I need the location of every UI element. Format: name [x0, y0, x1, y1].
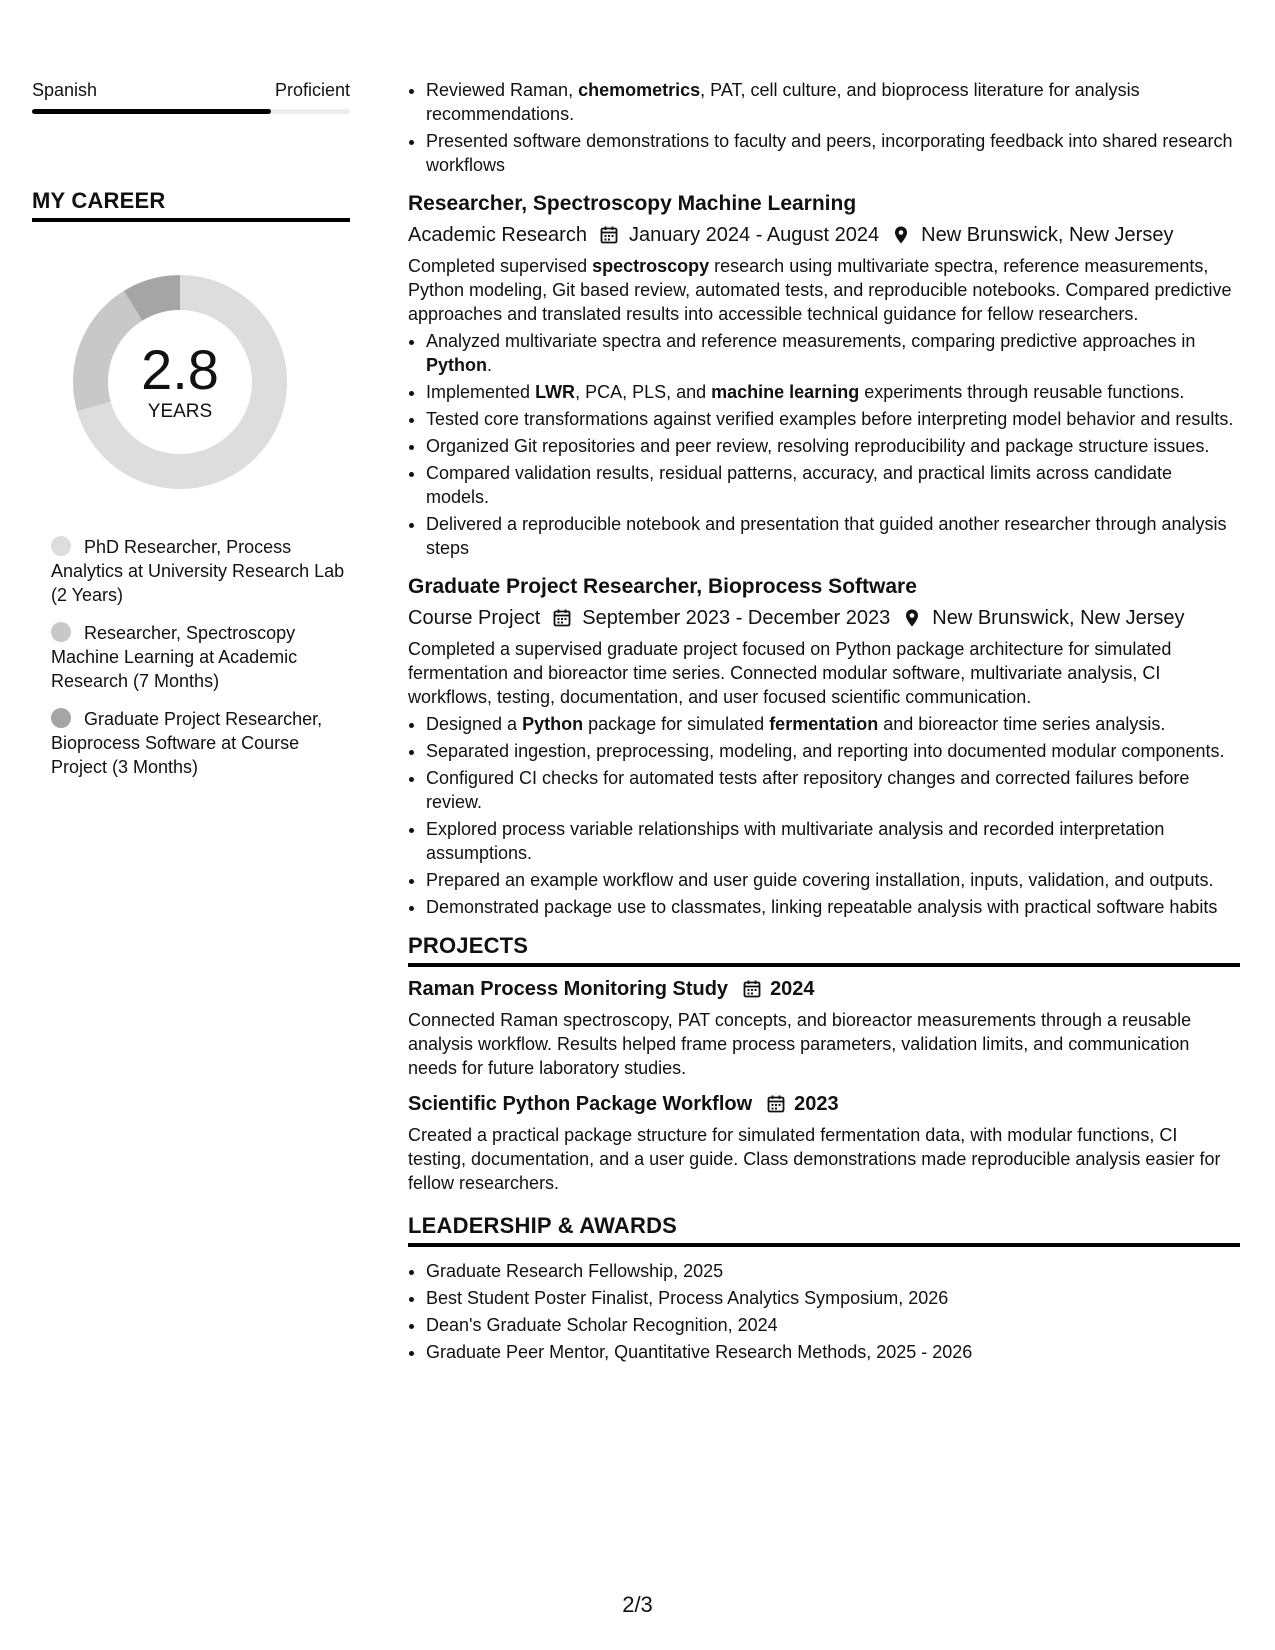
- language-level-fill: [32, 109, 271, 114]
- language-level: Proficient: [274, 80, 350, 100]
- project-title-row: [408, 975, 1240, 1003]
- bullet-text: Organized Git repositories and peer review, resolving reproducibility and package structure issues.: [426, 436, 1210, 456]
- career-item-text: Graduate Project Researcher, Bioprocess Software at Course Project (3 Months): [51, 709, 323, 777]
- job-title: Researcher, Spectroscopy Machine Learning: [408, 192, 857, 215]
- job-dates: September 2023 - December 2023: [582, 607, 891, 629]
- project-description: Connected Raman spectroscopy, PAT concepts, and bioreactor measurements through a reusable analysis workflow. Results helped frame process parameters, validation limits, and communication needs for future laboratory studies.: [408, 1010, 1192, 1078]
- bullet-text: experiments through reusable functions.: [859, 382, 1185, 402]
- bullet-text: Prepared an example workflow and user guide covering installation, inputs, validation, and outputs.: [426, 870, 1214, 890]
- bullet-item: [426, 461, 1240, 509]
- bullet-text: Presented software demonstrations to faculty and peers, incorporating feedback into shared research workflows: [426, 131, 1233, 175]
- bullet-text: Analyzed multivariate spectra and reference measurements, comparing predictive approaches in: [426, 331, 1196, 351]
- bullet-text: and bioreactor time series analysis.: [878, 714, 1166, 734]
- career-dot-icon: [51, 536, 71, 556]
- bullet-item: [426, 380, 1240, 404]
- calendar-icon: [552, 608, 572, 628]
- bullet-item: [426, 766, 1240, 814]
- bullet-item: [426, 78, 1240, 126]
- calendar-icon: [766, 1094, 786, 1114]
- award-item: • Graduate Peer Mentor, Quantitative Research Methods, 2025 - 2026: [426, 1340, 1240, 1364]
- calendar-icon: [742, 979, 762, 999]
- award-item: • Dean's Graduate Scholar Recognition, 2024: [426, 1313, 1240, 1337]
- job-entry: [408, 190, 1240, 560]
- career-donut-chart: [65, 267, 295, 497]
- project-year: 2023: [794, 1093, 839, 1115]
- bullet-item: [426, 512, 1240, 560]
- main-content: [408, 78, 1240, 1367]
- career-legend: [51, 535, 350, 779]
- sidebar: [32, 78, 350, 793]
- job-bullets: [408, 712, 1240, 919]
- project-description: Created a practical package structure for simulated fermentation data, with modular functions, CI testing, documentation, and a user guide. Class demonstrations made reproducible analysis easier for fellow researchers.: [408, 1125, 1221, 1193]
- bullet-text: Compared validation results, residual patterns, accuracy, and practical limits across candidate models.: [426, 463, 1173, 507]
- career-item: [51, 707, 350, 779]
- career-item-text: Researcher, Spectroscopy Machine Learning at Academic Research (7 Months): [51, 623, 298, 691]
- description-text: Completed a supervised graduate project focused on Python package architecture for simulated fermentation and bioreactor time series. Connected modular software, multivariate analysis, CI workflows, testing, documentation, and user focused scientific communication.: [408, 639, 1172, 707]
- award-item: • Best Student Poster Finalist, Process Analytics Symposium, 2026: [426, 1286, 1240, 1310]
- bullet-text: Implemented: [426, 382, 536, 402]
- bullet-bold: machine learning: [711, 382, 860, 402]
- map-pin-icon: [891, 225, 911, 245]
- bullet-item: [426, 868, 1240, 892]
- bullet-item: [426, 712, 1240, 736]
- bullet-text: Configured CI checks for automated tests after repository changes and corrected failures before review.: [426, 768, 1190, 812]
- bullet-item: [426, 895, 1240, 919]
- job-description: [408, 637, 1240, 709]
- job-meta: [408, 604, 1240, 632]
- project-title-row: [408, 1090, 1240, 1118]
- job-organization: Course Project: [408, 607, 541, 629]
- career-item: [51, 621, 350, 693]
- language-level-bar: [32, 109, 350, 114]
- career-dot-icon: [51, 708, 71, 728]
- job-dates: January 2024 - August 2024: [628, 224, 880, 246]
- bullet-bold: fermentation: [769, 714, 879, 734]
- bullet-text: Explored process variable relationships with multivariate analysis and recorded interpretation assumptions.: [426, 819, 1165, 863]
- bullet-text: Separated ingestion, preprocessing, modeling, and reporting into documented modular components.: [426, 741, 1225, 761]
- award-item: • Graduate Research Fellowship, 2025: [426, 1259, 1240, 1283]
- bullet-text: package for simulated: [583, 714, 770, 734]
- language-skill: [32, 78, 350, 114]
- bullet-item: [426, 329, 1240, 377]
- job-location: New Brunswick, New Jersey: [921, 224, 1174, 246]
- bullet-text: Demonstrated package use to classmates, linking repeatable analysis with practical software habits: [426, 897, 1218, 917]
- description-text: Completed supervised: [408, 256, 593, 276]
- career-item-text: PhD Researcher, Process Analytics at University Research Lab (2 Years): [51, 537, 345, 605]
- description-bold: spectroscopy: [592, 256, 710, 276]
- project-title: Scientific Python Package Workflow: [408, 1093, 753, 1115]
- career-years-value: 2.8: [141, 338, 219, 401]
- language-name: Spanish: [32, 80, 98, 100]
- job-organization: Academic Research: [408, 224, 587, 246]
- project-entry: [408, 975, 1240, 1080]
- career-dot-icon: [51, 622, 71, 642]
- bullet-bold: Python: [522, 714, 584, 734]
- experience-list: [408, 190, 1240, 919]
- bullet-text: Reviewed Raman,: [426, 80, 579, 100]
- bullet-item: [426, 739, 1240, 763]
- bullet-item: [426, 817, 1240, 865]
- bullet-item: [426, 129, 1240, 177]
- project-entry: [408, 1090, 1240, 1195]
- job-entry: [408, 573, 1240, 919]
- bullet-bold: chemometrics: [578, 80, 701, 100]
- projects-section-title: PROJECTS: [408, 932, 1240, 967]
- bullet-text: , PAT, cell culture, and bioprocess literature for analysis recommendations.: [426, 80, 1140, 124]
- project-year: 2024: [770, 978, 815, 1000]
- career-item: [51, 535, 350, 607]
- page-number: 2/3: [622, 1592, 653, 1617]
- bullet-text: Tested core transformations against verified examples before interpreting model behavior and results.: [426, 409, 1234, 429]
- job-meta: [408, 221, 1240, 249]
- bullet-bold: Python: [426, 355, 487, 375]
- map-pin-icon: [902, 608, 922, 628]
- bullet-item: [426, 434, 1240, 458]
- bullet-text: .: [487, 355, 493, 375]
- calendar-icon: [599, 225, 619, 245]
- job-title: Graduate Project Researcher, Bioprocess Software: [408, 575, 917, 598]
- bullet-text: Delivered a reproducible notebook and presentation that guided another researcher through analysis steps: [426, 514, 1227, 558]
- awards-list: [408, 1259, 1240, 1364]
- projects-list: [408, 975, 1240, 1195]
- job-description: [408, 254, 1240, 326]
- bullet-text: Designed a: [426, 714, 523, 734]
- bullet-text: , PCA, PLS, and: [575, 382, 712, 402]
- project-title: Raman Process Monitoring Study: [408, 978, 729, 1000]
- job-bullets: [408, 329, 1240, 560]
- job-location: New Brunswick, New Jersey: [932, 607, 1185, 629]
- career-section-title: MY CAREER: [32, 187, 350, 222]
- awards-section-title: LEADERSHIP & AWARDS: [408, 1212, 1240, 1247]
- bullet-bold: LWR: [535, 382, 576, 402]
- description-text: research using multivariate spectra, reference measurements, Python modeling, Git based review, automated tests, and reproducible notebooks. Compared predictive approaches and translated results into accessible technical guidance for fellow researchers.: [408, 256, 1232, 324]
- career-years-unit: YEARS: [147, 401, 213, 422]
- bullet-item: [426, 407, 1240, 431]
- previous-job-bullets: [408, 78, 1240, 177]
